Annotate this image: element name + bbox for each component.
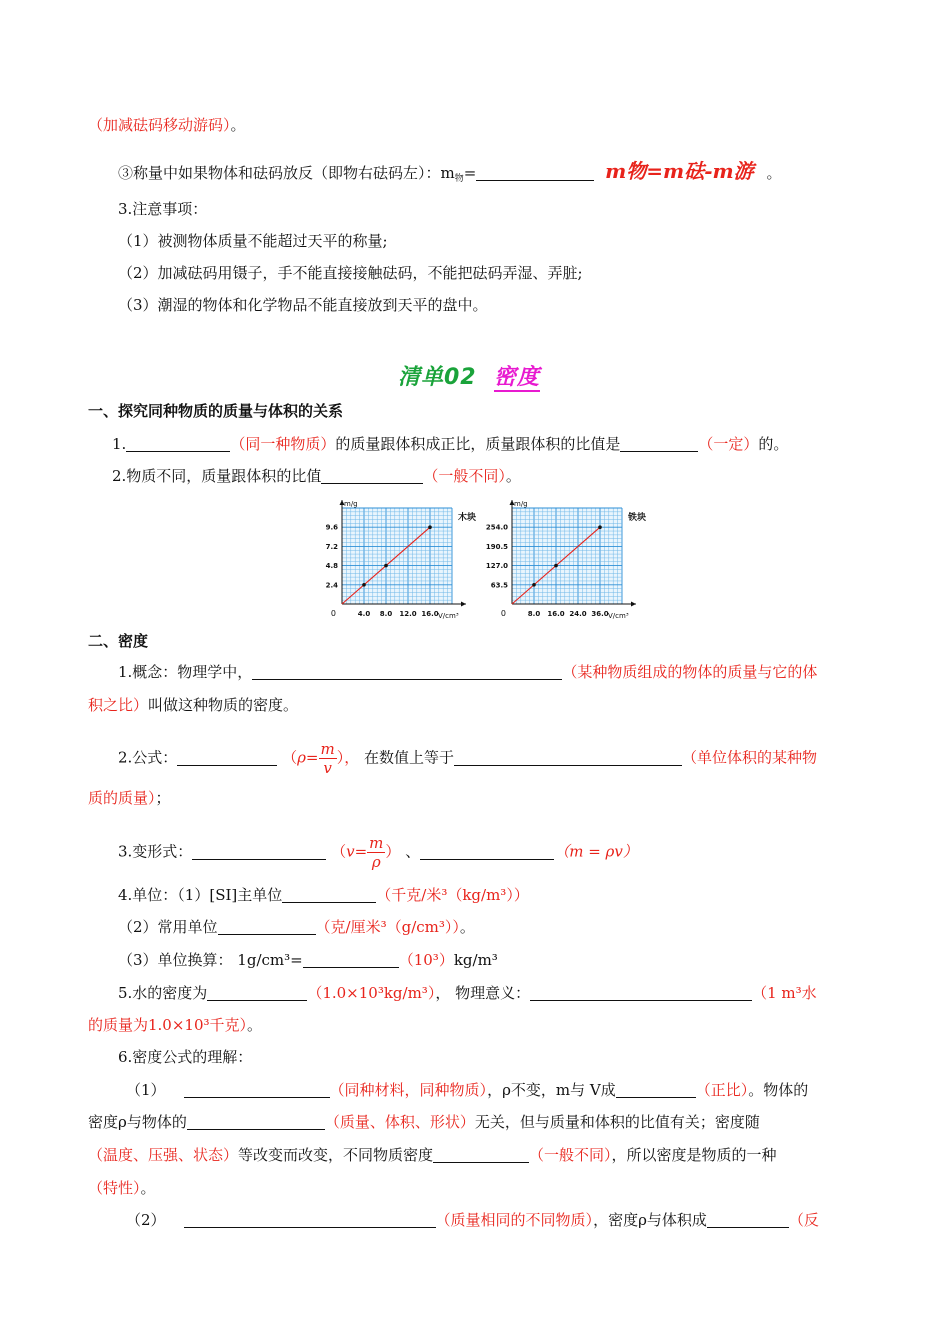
question-text: 等改变而改变，不同物质密度	[238, 1146, 434, 1164]
title-topic: 密度	[493, 365, 540, 390]
answer-text: 积之比）	[88, 696, 149, 714]
formula-v: v=	[346, 842, 368, 861]
question-text: 。物体的	[748, 1081, 809, 1099]
question-text: 的质量跟体积成正比，质量跟体积的比值是	[335, 435, 621, 453]
answer-formula: （m = ρv）	[554, 842, 638, 861]
question-number: 1.	[112, 435, 127, 453]
answer-text: （正比）	[695, 1081, 749, 1099]
data-point	[532, 583, 536, 587]
question-text: 的。	[758, 435, 789, 453]
formula-understanding-heading: 6.密度公式的理解：	[118, 1048, 253, 1066]
answer-blank[interactable]	[476, 164, 594, 181]
answer-text: （克/厘米³（g/cm³））	[315, 918, 460, 936]
question-text: （3）单位换算： 1g/cm³=	[118, 951, 303, 969]
question-text: 密度ρ与物体的	[88, 1113, 187, 1131]
notes-title: 3.注意事项：	[118, 200, 208, 218]
question-text: ③称量中如果物体和砝码放反（即物右砝码左）：m	[118, 164, 455, 182]
data-point	[554, 564, 558, 568]
formula-line-2	[88, 787, 171, 809]
unit-common-line	[118, 916, 475, 938]
formula-rho: ρ=	[297, 748, 319, 767]
answer-text: （质量相同的不同物质）	[435, 1211, 594, 1229]
answer-blank[interactable]	[184, 1081, 330, 1098]
x-tick-label: 4.0	[357, 610, 371, 618]
question-text: 无关，但与质量和体积的比值有关；密度随	[474, 1113, 760, 1131]
question-text: ，密度ρ与体积成	[593, 1211, 707, 1229]
data-point	[384, 564, 388, 568]
derived-formula-line	[118, 834, 638, 871]
data-point	[598, 525, 602, 529]
question-text: ，所以密度是物质的一种	[611, 1146, 777, 1164]
paren: ），	[336, 748, 360, 767]
y-tick-label: 254.0	[485, 523, 508, 532]
answer-text: （加减砝码移动游码）	[88, 116, 231, 134]
formula-line	[118, 740, 817, 777]
understanding-1-line	[126, 1079, 808, 1101]
answer-blank[interactable]	[126, 435, 230, 452]
understanding-2-line	[126, 1209, 819, 1231]
subscript: 物	[454, 174, 464, 184]
section-title	[398, 360, 540, 391]
x-axis-label: V/cm³	[438, 612, 459, 620]
question-text: ， 物理意义：	[435, 984, 531, 1002]
formula-fraction	[319, 740, 337, 777]
y-tick-label: 7.2	[325, 542, 338, 551]
numerator: m	[320, 740, 335, 758]
x-tick-label: 16.0	[547, 610, 565, 618]
question-number: （2）	[126, 1211, 166, 1229]
answer-blank[interactable]	[218, 918, 316, 935]
answer-text: （温度、压强、状态）	[88, 1146, 239, 1164]
understanding-1-line-3	[88, 1144, 777, 1166]
punctuation: 。	[140, 1179, 156, 1197]
punctuation: 。	[459, 918, 475, 936]
answer-blank[interactable]	[707, 1211, 789, 1228]
chart-title: 铁块	[628, 513, 647, 523]
answer-blank[interactable]	[454, 749, 682, 766]
answer-text: （质量、体积、形状）	[324, 1113, 475, 1131]
understanding-1-line-4	[88, 1177, 156, 1199]
answer-blank[interactable]	[433, 1146, 529, 1163]
question-text: 2.物质不同，质量跟体积的比值	[112, 467, 322, 485]
y-tick-label: 4.8	[325, 562, 338, 571]
answer-blank[interactable]	[530, 984, 752, 1001]
answer-text: （一定）	[698, 435, 759, 453]
answer-blank[interactable]	[616, 1081, 696, 1098]
answer-blank[interactable]	[177, 749, 277, 766]
origin-label: 0	[500, 609, 506, 618]
answer-text: （单位体积的某种物	[682, 748, 818, 767]
answer-blank[interactable]	[207, 984, 307, 1001]
concept-line-2	[88, 694, 298, 716]
data-point	[428, 525, 432, 529]
question-text: 2.公式：	[118, 748, 178, 767]
question-text: 叫做这种物质的密度。	[148, 696, 299, 714]
answer-text: （一般不同）	[423, 467, 506, 485]
section-heading-2: 二、密度	[88, 632, 149, 650]
origin-label: 0	[330, 609, 336, 618]
punctuation: 。	[230, 116, 246, 134]
punctuation: 。	[505, 467, 521, 485]
answer-text: （反	[788, 1211, 819, 1229]
paren: ）	[385, 842, 401, 861]
question-2	[112, 465, 521, 487]
water-density-line	[118, 982, 817, 1004]
chart-title: 木块	[458, 513, 477, 523]
y-axis-label: m/g	[514, 500, 528, 508]
answer-blank[interactable]	[620, 435, 698, 452]
answer-text: 的质量为1.0×10³千克）	[88, 1016, 248, 1034]
question-1	[112, 433, 788, 455]
answer-text: （1.0×10³kg/m³）	[307, 984, 436, 1002]
answer-blank[interactable]	[184, 1211, 436, 1228]
reverse-weighing-line	[118, 160, 781, 190]
answer-formula: m物=m砝-m游	[605, 159, 754, 183]
x-tick-label: 36.0	[591, 610, 609, 618]
formula-fraction	[367, 834, 385, 871]
section-heading-1: 一、探究同种物质的质量与体积的关系	[88, 402, 344, 420]
y-tick-label: 9.6	[325, 523, 338, 532]
y-tick-label: 2.4	[325, 581, 338, 590]
denominator: ρ	[371, 853, 381, 871]
answer-text: （10³）	[398, 951, 454, 969]
title-number: 清单02	[398, 365, 477, 390]
question-text: ，ρ不变，m与 V成	[487, 1081, 616, 1099]
data-point	[362, 583, 366, 587]
answer-blank[interactable]	[420, 843, 554, 860]
answer-text: （同种材料，同种物质）	[329, 1081, 488, 1099]
balance-note-continued	[88, 114, 246, 136]
punctuation: ；	[155, 789, 171, 807]
answer-blank[interactable]	[321, 467, 423, 484]
answer-blank[interactable]	[192, 843, 326, 860]
paren: （	[282, 748, 298, 767]
question-text: 在数值上等于	[364, 748, 455, 767]
answer-text: （同一种物质）	[230, 435, 336, 453]
understanding-1-line-2	[88, 1111, 760, 1133]
water-density-line-2	[88, 1014, 262, 1036]
question-text: （2）常用单位	[118, 918, 218, 936]
note-2: （2）加减砝码用镊子，手不能直接接触砝码，不能把砝码弄湿、弄脏;	[118, 264, 583, 282]
x-axis-arrow	[461, 602, 466, 607]
unit-conversion-line	[118, 949, 498, 971]
x-tick-label: 8.0	[379, 610, 393, 618]
answer-text: （特性）	[88, 1179, 141, 1197]
y-tick-label: 63.5	[490, 581, 508, 590]
equals: =	[463, 164, 477, 182]
chart-2	[486, 500, 646, 620]
answer-text: （一般不同）	[529, 1146, 612, 1164]
y-tick-label: 127.0	[485, 562, 508, 571]
answer-blank[interactable]	[303, 951, 399, 968]
x-tick-label: 16.0	[421, 610, 439, 618]
question-text: 4.单位：（1）[SI]主单位	[118, 886, 283, 904]
answer-blank[interactable]	[282, 886, 376, 903]
answer-text: （某种物质组成的物体的质量与它的体	[562, 663, 818, 681]
x-tick-label: 8.0	[527, 610, 541, 618]
punctuation: 。	[766, 164, 782, 182]
question-text: kg/m³	[453, 951, 498, 969]
answer-text: （1 m³水	[752, 984, 817, 1002]
y-tick-label: 190.5	[485, 542, 508, 551]
question-number: （1）	[126, 1081, 166, 1099]
answer-blank[interactable]	[252, 663, 562, 680]
paren: （	[331, 842, 347, 861]
note-1: （1）被测物体质量不能超过天平的称量;	[118, 232, 388, 250]
separator: 、	[405, 842, 421, 861]
chart-1	[326, 500, 476, 620]
concept-line	[118, 661, 817, 683]
note-3: （3）潮湿的物体和化学物品不能直接放到天平的盘中。	[118, 296, 488, 314]
denominator: v	[323, 759, 332, 777]
punctuation: 。	[247, 1016, 263, 1034]
question-text: 5.水的密度为	[118, 984, 208, 1002]
mass-volume-charts	[300, 496, 647, 622]
x-tick-label: 12.0	[399, 610, 417, 618]
y-axis-label: m/g	[344, 500, 358, 508]
x-tick-label: 24.0	[569, 610, 587, 618]
x-axis-arrow	[631, 602, 636, 607]
numerator: m	[369, 834, 384, 852]
answer-text: 质的质量）	[88, 789, 156, 807]
answer-text: （千克/米³（kg/m³））	[376, 886, 529, 904]
unit-si-line	[118, 884, 529, 906]
question-text: 3.变形式：	[118, 842, 193, 861]
question-text: 1.概念：物理学中，	[118, 663, 253, 681]
answer-blank[interactable]	[187, 1113, 325, 1130]
x-axis-label: V/cm³	[608, 612, 629, 620]
